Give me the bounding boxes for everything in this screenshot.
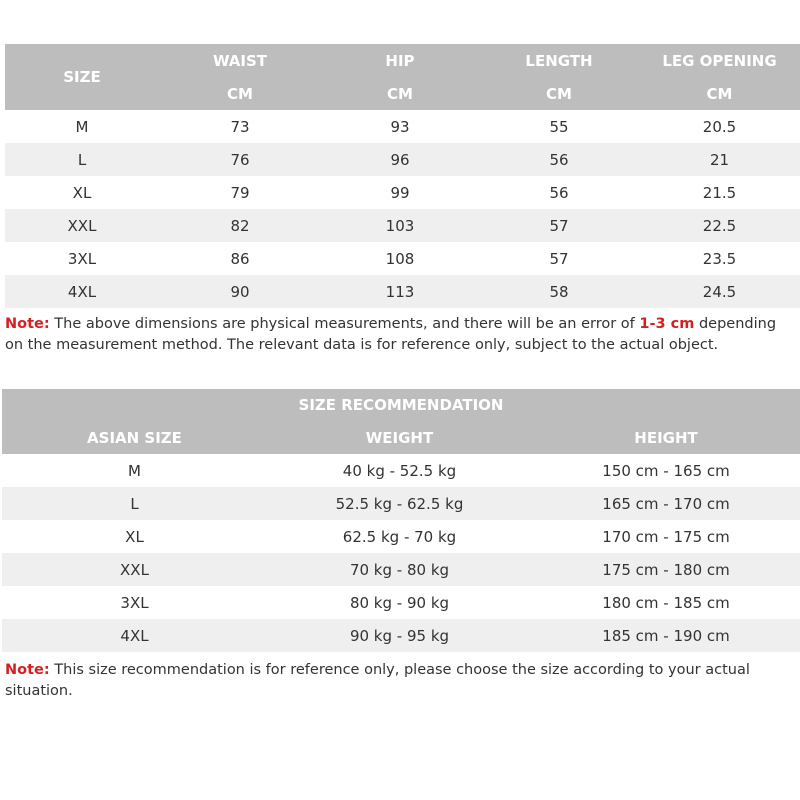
cell-height: 170 cm - 175 cm (532, 520, 800, 553)
header-leg-opening: LEG OPENING (639, 44, 800, 77)
size-recommendation-table (2, 389, 800, 652)
header-unit: CM (479, 77, 639, 110)
table-row (2, 454, 800, 487)
cell-size: 4XL (2, 619, 267, 652)
cell-length: 58 (479, 275, 639, 308)
cell-size: L (2, 487, 267, 520)
table-row (5, 242, 800, 275)
header-size: SIZE (5, 44, 159, 110)
table-row (2, 553, 800, 586)
header-unit: CM (639, 77, 800, 110)
note-label: Note: (5, 316, 50, 332)
cell-height: 165 cm - 170 cm (532, 487, 800, 520)
table-row (5, 110, 800, 143)
cell-leg-opening: 22.5 (639, 209, 800, 242)
table-row (2, 619, 800, 652)
cell-waist: 79 (159, 176, 321, 209)
cell-size: 3XL (2, 586, 267, 619)
cell-weight: 40 kg - 52.5 kg (267, 454, 532, 487)
measurement-note (5, 314, 795, 356)
cell-length: 55 (479, 110, 639, 143)
note-text: The above dimensions are physical measurements, and there will be an error of (49, 316, 640, 332)
note-label: Note: (5, 662, 50, 678)
cell-size: XXL (5, 209, 159, 242)
cell-length: 56 (479, 176, 639, 209)
cell-size: XXL (2, 553, 267, 586)
note-text: This size recommendation is for reference only, please choose the size according to your actual situation. (5, 662, 750, 699)
cell-height: 185 cm - 190 cm (532, 619, 800, 652)
cell-weight: 70 kg - 80 kg (267, 553, 532, 586)
header-unit: CM (159, 77, 321, 110)
recommendation-title: SIZE RECOMMENDATION (2, 389, 800, 421)
cell-hip: 93 (321, 110, 479, 143)
cell-length: 56 (479, 143, 639, 176)
cell-waist: 76 (159, 143, 321, 176)
cell-hip: 108 (321, 242, 479, 275)
note-text: depending on the measurement method. The relevant data is for reference only, subject to the actual object. (5, 316, 777, 353)
header-hip: HIP (321, 44, 479, 77)
header-asian-size: ASIAN SIZE (2, 421, 267, 454)
cell-hip: 99 (321, 176, 479, 209)
note-highlight: 1-3 cm (639, 316, 695, 332)
table-row (2, 487, 800, 520)
cell-weight: 80 kg - 90 kg (267, 586, 532, 619)
cell-hip: 96 (321, 143, 479, 176)
cell-weight: 90 kg - 95 kg (267, 619, 532, 652)
cell-leg-opening: 23.5 (639, 242, 800, 275)
cell-length: 57 (479, 242, 639, 275)
header-waist: WAIST (159, 44, 321, 77)
cell-hip: 103 (321, 209, 479, 242)
table-row (2, 520, 800, 553)
table-row (5, 143, 800, 176)
cell-waist: 86 (159, 242, 321, 275)
measurement-table (5, 44, 800, 308)
header-unit: CM (321, 77, 479, 110)
cell-size: M (5, 110, 159, 143)
cell-height: 150 cm - 165 cm (532, 454, 800, 487)
recommendation-note (5, 660, 795, 702)
cell-size: 3XL (5, 242, 159, 275)
cell-waist: 90 (159, 275, 321, 308)
cell-size: XL (5, 176, 159, 209)
cell-size: XL (2, 520, 267, 553)
cell-weight: 62.5 kg - 70 kg (267, 520, 532, 553)
cell-height: 175 cm - 180 cm (532, 553, 800, 586)
cell-size: M (2, 454, 267, 487)
cell-leg-opening: 21 (639, 143, 800, 176)
header-length: LENGTH (479, 44, 639, 77)
header-height: HEIGHT (532, 421, 800, 454)
cell-hip: 113 (321, 275, 479, 308)
cell-height: 180 cm - 185 cm (532, 586, 800, 619)
cell-leg-opening: 21.5 (639, 176, 800, 209)
cell-leg-opening: 20.5 (639, 110, 800, 143)
cell-size: 4XL (5, 275, 159, 308)
cell-leg-opening: 24.5 (639, 275, 800, 308)
cell-waist: 82 (159, 209, 321, 242)
cell-size: L (5, 143, 159, 176)
table-row (5, 275, 800, 308)
table-row (5, 176, 800, 209)
table-row (5, 209, 800, 242)
header-weight: WEIGHT (267, 421, 532, 454)
cell-weight: 52.5 kg - 62.5 kg (267, 487, 532, 520)
table-row (2, 586, 800, 619)
cell-waist: 73 (159, 110, 321, 143)
cell-length: 57 (479, 209, 639, 242)
